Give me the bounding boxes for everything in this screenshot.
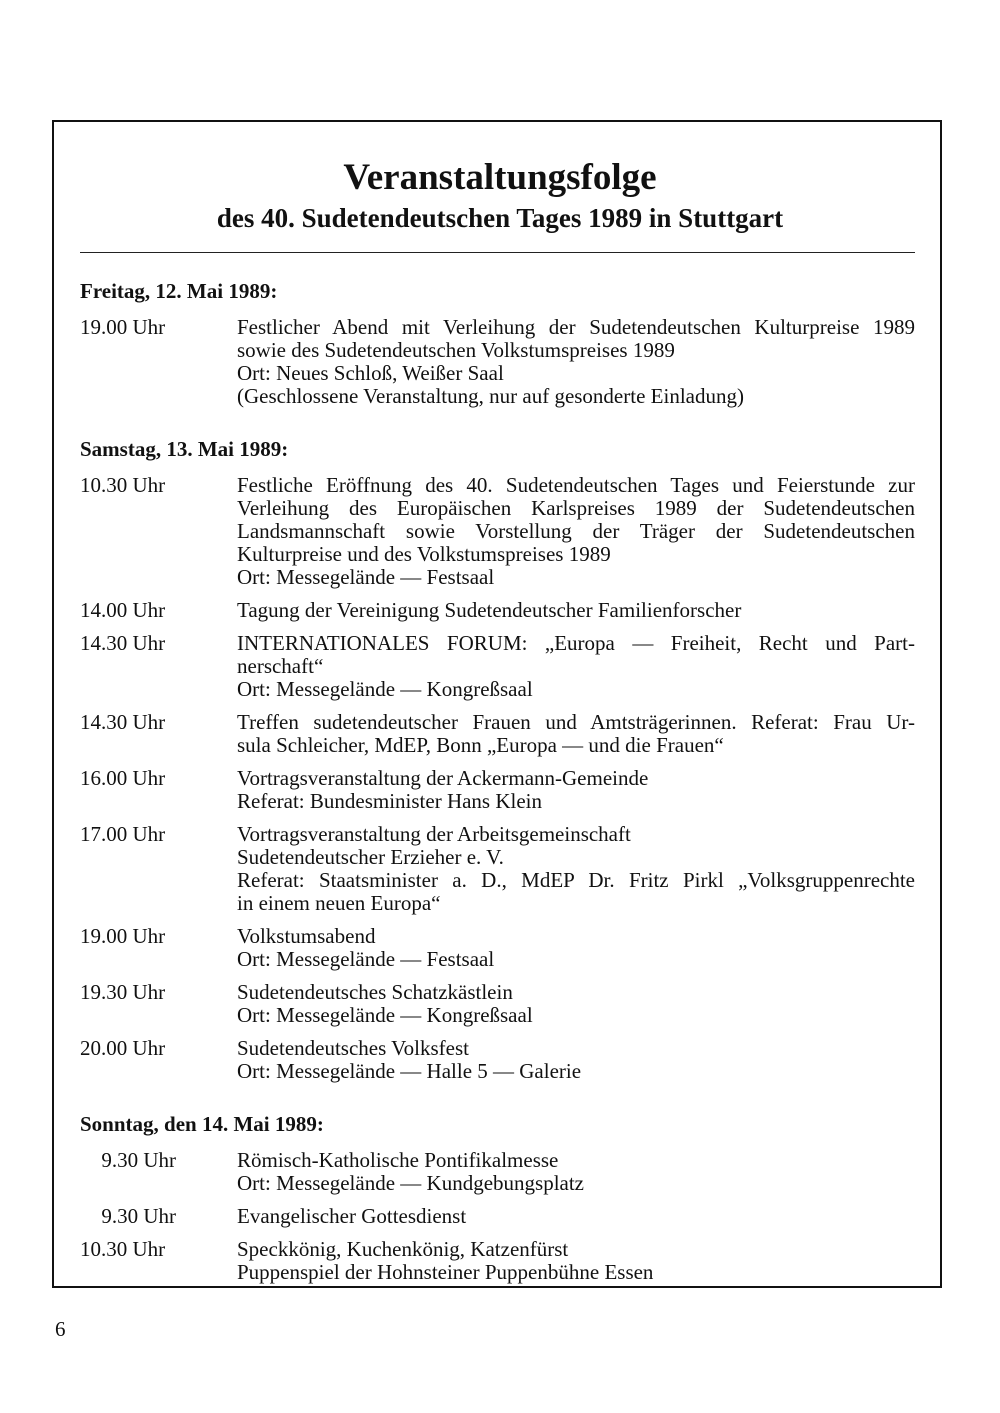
schedule-entry: [80, 925, 915, 971]
entry-time: 9.30 Uhr: [101, 1148, 176, 1172]
entry-description: [237, 981, 915, 1027]
description-line: Referat: Staatsminister a. D., MdEP Dr. Fritz Pirkl „Volksgruppenrechte: [237, 868, 915, 892]
schedule-entry: [80, 981, 915, 1027]
description-line: Landsmannschaft sowie Vorstellung der Träger der Sudetendeutschen: [237, 519, 915, 543]
description-line: in einem neuen Europa“: [237, 891, 441, 915]
entry-description: [237, 823, 915, 915]
description-line: Festlicher Abend mit Verleihung der Sudetendeutschen Kulturpreise 1989: [237, 315, 915, 339]
description-line: Referat: Bundesminister Hans Klein: [237, 789, 543, 813]
entry-time: 10.30 Uhr: [80, 473, 166, 497]
description-line: Sudetendeutscher Erzieher e. V.: [237, 845, 504, 869]
divider: [80, 252, 915, 253]
description-line: Ort: Messegelände — Festsaal: [237, 947, 495, 971]
description-line: sowie des Sudetendeutschen Volkstumspreises 1989: [237, 338, 675, 362]
description-line: Vortragsveranstaltung der Ackermann-Gemeinde: [237, 766, 649, 790]
entry-description: [237, 1238, 915, 1284]
spacer: [80, 1093, 915, 1113]
entry-description: [237, 1037, 915, 1083]
schedule-entry: [80, 1037, 915, 1083]
description-line: Treffen sudetendeutscher Frauen und Amtsträgerinnen. Referat: Frau Ur-: [237, 710, 915, 734]
entry-time: 14.30 Uhr: [80, 710, 166, 734]
schedule-entry: [80, 1238, 915, 1284]
entry-description: [237, 632, 915, 701]
schedule-entry: [80, 316, 915, 408]
schedule-entry: [80, 823, 915, 915]
entry-time: 10.30 Uhr: [80, 1237, 166, 1261]
schedule-entry: [80, 1205, 915, 1228]
description-line: Ort: Messegelände — Kundgebungsplatz: [237, 1171, 585, 1195]
entry-description: [237, 474, 915, 589]
schedule-entry: [80, 711, 915, 757]
page-title: Veranstaltungsfolge: [343, 157, 657, 198]
description-line: nerschaft“: [237, 654, 324, 678]
entry-time: 19.00 Uhr: [80, 315, 166, 339]
description-line: Ort: Neues Schloß, Weißer Saal: [237, 361, 504, 385]
page-subtitle: des 40. Sudetendeutschen Tages 1989 in Stuttgart: [216, 203, 784, 233]
description-line: INTERNATIONALES FORUM: „Europa — Freiheit, Recht und Part-: [237, 631, 915, 655]
entry-time: 14.30 Uhr: [80, 631, 166, 655]
entry-description: [237, 711, 915, 757]
schedule-entry: [80, 474, 915, 589]
description-line: Speckkönig, Kuchenkönig, Katzenfürst: [237, 1237, 569, 1261]
description-line: Römisch-Katholische Pontifikalmesse: [237, 1148, 559, 1172]
entry-description: [237, 599, 915, 622]
entry-description: [237, 925, 915, 971]
day-heading: Samstag, 13. Mai 1989:: [80, 437, 289, 461]
description-line: Festliche Eröffnung des 40. Sudetendeutschen Tages und Feierstunde zur: [237, 473, 915, 497]
description-line: Sudetendeutsches Schatzkästlein: [237, 980, 513, 1004]
entry-time: 20.00 Uhr: [80, 1036, 166, 1060]
entry-time: 16.00 Uhr: [80, 766, 166, 790]
description-line: Ort: Messegelände — Kongreßsaal: [237, 677, 533, 701]
schedule-entry: [80, 632, 915, 701]
schedule-entry: [80, 767, 915, 813]
entry-time: 14.00 Uhr: [80, 598, 166, 622]
schedule-entry: [80, 599, 915, 622]
entry-time: 19.30 Uhr: [80, 980, 166, 1004]
description-line: Kulturpreise und des Volkstumspreises 1989: [237, 542, 611, 566]
description-line: Ort: Messegelände — Halle 5 — Galerie: [237, 1059, 582, 1083]
entry-description: [237, 316, 915, 408]
day-heading: Freitag, 12. Mai 1989:: [80, 279, 278, 303]
description-line: Ort: Messegelände — Festsaal: [237, 565, 495, 589]
schedule-entry: [80, 1149, 915, 1195]
description-line: Sudetendeutsches Volksfest: [237, 1036, 469, 1060]
description-line: Vortragsveranstaltung der Arbeitsgemeinschaft: [237, 822, 631, 846]
page-number: 6: [55, 1317, 66, 1341]
day-heading: Sonntag, den 14. Mai 1989:: [80, 1112, 324, 1136]
entry-description: [237, 1149, 915, 1195]
description-line: Volkstumsabend: [237, 924, 376, 948]
entry-description: [237, 767, 915, 813]
entry-time: 19.00 Uhr: [80, 924, 166, 948]
description-line: (Geschlossene Veranstaltung, nur auf gesonderte Einladung): [237, 384, 744, 408]
entry-time: 9.30 Uhr: [101, 1204, 176, 1228]
description-line: Verleihung des Europäischen Karlspreises 1989 der Sudetendeutschen: [237, 496, 915, 520]
description-line: Evangelischer Gottesdienst: [237, 1204, 467, 1228]
spacer: [80, 418, 915, 438]
schedule: [80, 280, 915, 1294]
description-line: Puppenspiel der Hohnsteiner Puppenbühne Essen: [237, 1260, 654, 1284]
description-line: Tagung der Vereinigung Sudetendeutscher Familienforscher: [237, 598, 742, 622]
entry-description: [237, 1205, 915, 1228]
description-line: Ort: Messegelände — Kongreßsaal: [237, 1003, 533, 1027]
entry-time: 17.00 Uhr: [80, 822, 166, 846]
description-line: sula Schleicher, MdEP, Bonn „Europa — und die Frauen“: [237, 733, 724, 757]
